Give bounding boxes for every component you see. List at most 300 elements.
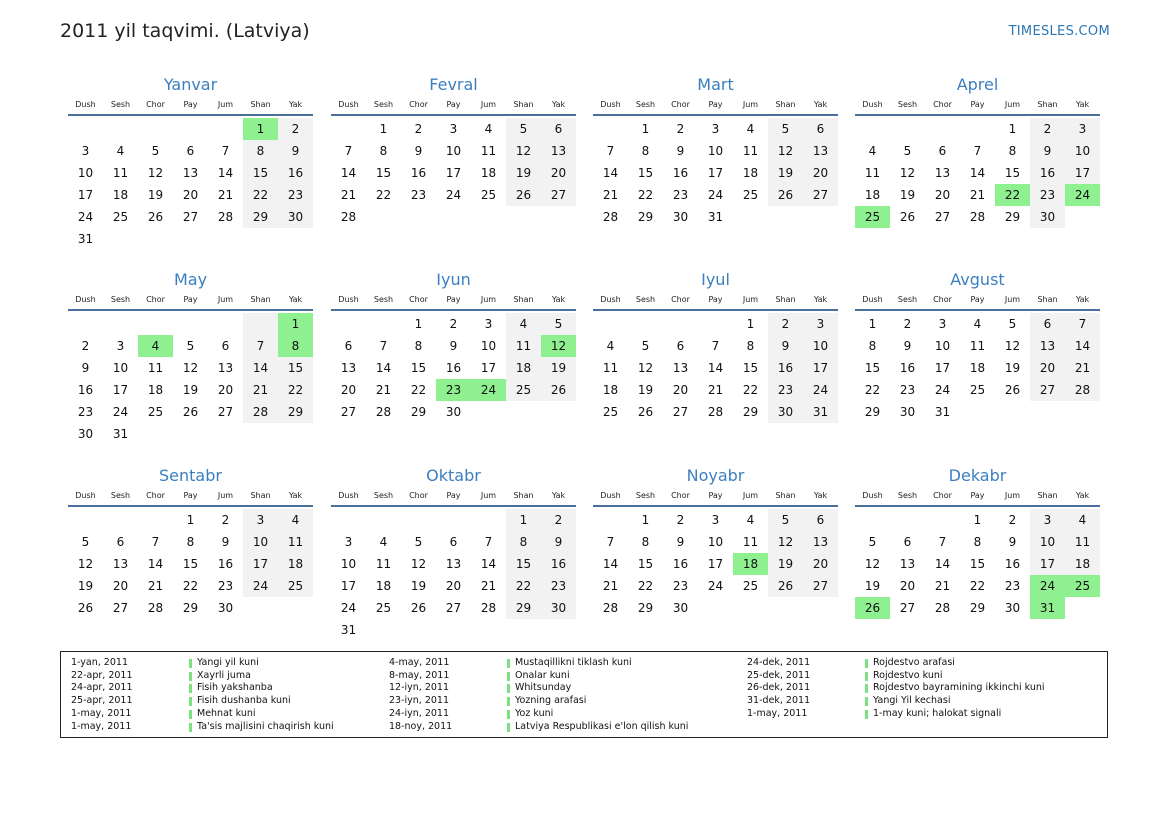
day-cell: 21	[217, 188, 234, 202]
day-cell: 3	[81, 144, 90, 158]
day-cell: 25	[1065, 575, 1100, 597]
header-divider	[855, 505, 1100, 507]
header-divider	[855, 309, 1100, 311]
month-name: May	[173, 270, 208, 289]
empty-cell	[278, 423, 313, 445]
day-cell: 22	[637, 188, 654, 202]
day-cell: 10	[77, 166, 94, 180]
day-cell: 8	[379, 144, 388, 158]
weekday-label: Pay	[970, 295, 985, 304]
day-cell: 9	[676, 535, 685, 549]
holiday-column	[389, 657, 688, 733]
day-cell: 9	[81, 361, 90, 375]
day-cell: 22	[243, 184, 278, 206]
day-cell: 7	[221, 144, 230, 158]
day-cell: 13	[899, 557, 916, 571]
day-cell: 15	[637, 166, 654, 180]
day-cell: 3	[1030, 509, 1065, 531]
empty-cell	[733, 597, 768, 619]
holiday-name: Whitsunday	[515, 682, 572, 694]
day-cell: 13	[445, 557, 462, 571]
header-divider	[331, 114, 576, 116]
weekday-label: Dush	[600, 295, 621, 304]
day-cell: 26	[1004, 383, 1021, 397]
day-cell: 18	[506, 357, 541, 379]
day-cell: 20	[899, 579, 916, 593]
day-cell: 9	[768, 335, 803, 357]
day-cell: 25	[375, 601, 392, 615]
empty-cell	[803, 206, 838, 228]
month-iyul	[593, 269, 838, 423]
weekday-label: Pay	[708, 100, 723, 109]
weekday-label: Dush	[600, 491, 621, 500]
header-divider	[68, 309, 313, 311]
empty-cell	[436, 206, 471, 228]
weekday-header	[331, 98, 576, 112]
day-cell: 24	[1065, 184, 1100, 206]
day-cell: 5	[1008, 317, 1017, 331]
day-cell: 27	[803, 575, 838, 597]
day-cell: 16	[768, 357, 803, 379]
day-cell: 23	[672, 188, 689, 202]
holiday-date: 24-iyn, 2011	[389, 707, 450, 719]
day-cell: 1	[641, 513, 650, 527]
weekday-label: Jum	[1004, 100, 1021, 109]
empty-cell	[733, 206, 768, 228]
month-aprel	[855, 74, 1100, 228]
day-cell: 30	[672, 210, 689, 224]
day-cell: 8	[414, 339, 423, 353]
day-cell: 16	[1030, 162, 1065, 184]
day-cell: 19	[864, 579, 881, 593]
day-cell: 5	[81, 535, 90, 549]
day-cell: 24	[934, 383, 951, 397]
holiday-date: 4-may, 2011	[389, 657, 450, 668]
day-cell: 9	[1030, 140, 1065, 162]
weekday-header	[68, 489, 313, 503]
day-cell: 26	[410, 601, 427, 615]
day-cell: 7	[938, 535, 947, 549]
header-divider	[331, 309, 576, 311]
day-cell: 17	[243, 553, 278, 575]
weekday-label: Chor	[671, 295, 690, 304]
holiday-date: 24-dek, 2011	[747, 657, 811, 668]
day-cell: 13	[340, 361, 357, 375]
weekday-label: Chor	[671, 100, 690, 109]
day-cell: 17	[1065, 162, 1100, 184]
day-cell: 15	[243, 162, 278, 184]
day-cell: 30	[899, 405, 916, 419]
weekday-label: Chor	[409, 100, 428, 109]
day-cell: 23	[278, 184, 313, 206]
day-cell: 17	[445, 166, 462, 180]
day-cell: 23	[217, 579, 234, 593]
empty-cell	[331, 118, 366, 140]
day-cell: 11	[147, 361, 164, 375]
site-link[interactable]: TIMESLES.COM	[1008, 24, 1110, 39]
day-grid	[593, 509, 838, 619]
holiday-marker	[507, 723, 510, 732]
holiday-date: 24-apr, 2011	[71, 682, 133, 694]
weekday-label: Shan	[250, 491, 271, 500]
day-cell: 2	[768, 313, 803, 335]
weekday-label: Pay	[970, 100, 985, 109]
day-cell: 22	[182, 579, 199, 593]
day-cell: 12	[637, 361, 654, 375]
weekday-label: Jum	[217, 491, 234, 500]
weekday-label: Shan	[513, 100, 534, 109]
day-cell: 3	[711, 513, 720, 527]
day-cell: 2	[81, 339, 90, 353]
day-cell: 17	[803, 357, 838, 379]
day-cell: 14	[243, 357, 278, 379]
holiday-row	[71, 708, 334, 721]
day-cell: 15	[742, 361, 759, 375]
weekday-label: Sesh	[110, 491, 131, 500]
day-cell: 15	[410, 361, 427, 375]
empty-cell	[960, 118, 995, 140]
day-cell: 31	[77, 232, 94, 246]
empty-cell	[243, 313, 278, 335]
day-cell: 2	[1030, 118, 1065, 140]
day-cell: 29	[243, 206, 278, 228]
holiday-date: 25-apr, 2011	[71, 695, 133, 707]
holiday-row	[747, 695, 1045, 708]
day-cell: 13	[182, 166, 199, 180]
day-cell: 20	[1030, 357, 1065, 379]
holiday-row	[71, 721, 334, 734]
day-cell: 19	[637, 383, 654, 397]
day-cell: 7	[151, 535, 160, 549]
day-cell: 19	[182, 383, 199, 397]
day-cell: 18	[112, 188, 129, 202]
day-cell: 25	[147, 405, 164, 419]
day-cell: 5	[186, 339, 195, 353]
holiday-name: Fisih yakshanba	[197, 682, 273, 694]
day-cell: 23	[77, 405, 94, 419]
day-cell: 19	[147, 188, 164, 202]
day-cell: 2	[414, 122, 423, 136]
weekday-label: Pay	[446, 491, 461, 500]
month-name: Yanvar	[163, 75, 218, 94]
month-name: Aprel	[956, 75, 999, 94]
day-cell: 10	[480, 339, 497, 353]
day-cell: 18	[147, 383, 164, 397]
empty-cell	[436, 509, 471, 531]
holiday-row	[747, 682, 1045, 695]
day-cell: 25	[969, 383, 986, 397]
day-cell: 9	[1008, 535, 1017, 549]
day-cell: 14	[707, 361, 724, 375]
day-cell: 27	[445, 601, 462, 615]
day-cell: 18	[733, 553, 768, 575]
day-cell: 14	[602, 557, 619, 571]
month-name: Mart	[697, 75, 734, 94]
day-cell: 16	[77, 383, 94, 397]
day-cell: 4	[506, 313, 541, 335]
empty-cell	[278, 228, 313, 250]
empty-cell	[243, 423, 278, 445]
holiday-marker	[189, 710, 192, 719]
weekday-label: Sesh	[897, 100, 918, 109]
empty-cell	[208, 228, 243, 250]
day-cell: 11	[506, 335, 541, 357]
day-cell: 26	[637, 405, 654, 419]
day-cell: 8	[506, 531, 541, 553]
weekday-label: Jum	[742, 295, 759, 304]
empty-cell	[103, 509, 138, 531]
day-cell: 2	[541, 509, 576, 531]
weekday-label: Shan	[1037, 491, 1058, 500]
empty-cell	[366, 509, 401, 531]
empty-cell	[401, 206, 436, 228]
day-cell: 12	[864, 557, 881, 571]
weekday-label: Shan	[250, 295, 271, 304]
day-cell: 18	[480, 166, 497, 180]
empty-cell	[768, 206, 803, 228]
day-cell: 23	[768, 379, 803, 401]
day-cell: 12	[506, 140, 541, 162]
holiday-marker	[865, 697, 868, 706]
day-cell: 6	[449, 535, 458, 549]
day-cell: 27	[672, 405, 689, 419]
day-cell: 13	[934, 166, 951, 180]
empty-cell	[103, 118, 138, 140]
day-cell: 1	[746, 317, 755, 331]
day-cell: 7	[344, 144, 353, 158]
empty-cell	[173, 423, 208, 445]
weekday-label: Dush	[862, 100, 883, 109]
day-cell: 14	[969, 166, 986, 180]
day-cell: 16	[217, 557, 234, 571]
day-cell: 10	[707, 535, 724, 549]
day-cell: 21	[969, 188, 986, 202]
weekday-header	[593, 489, 838, 503]
day-cell: 22	[864, 383, 881, 397]
day-cell: 16	[410, 166, 427, 180]
day-cell: 30	[1004, 601, 1021, 615]
empty-cell	[471, 206, 506, 228]
weekday-label: Shan	[775, 100, 796, 109]
day-cell: 16	[445, 361, 462, 375]
day-cell: 17	[934, 361, 951, 375]
empty-cell	[890, 509, 925, 531]
day-cell: 26	[77, 601, 94, 615]
day-cell: 21	[602, 579, 619, 593]
day-cell: 21	[480, 579, 497, 593]
empty-cell	[995, 401, 1030, 423]
holiday-marker	[507, 697, 510, 706]
day-cell: 1	[506, 509, 541, 531]
day-cell: 19	[410, 579, 427, 593]
day-grid	[68, 509, 313, 619]
day-cell: 14	[217, 166, 234, 180]
empty-cell	[366, 619, 401, 641]
day-cell: 7	[711, 339, 720, 353]
day-cell: 19	[768, 162, 803, 184]
weekday-label: Jum	[480, 491, 497, 500]
day-cell: 22	[969, 579, 986, 593]
weekday-label: Shan	[1037, 100, 1058, 109]
day-cell: 17	[1030, 553, 1065, 575]
empty-cell	[541, 206, 576, 228]
day-cell: 9	[676, 144, 685, 158]
day-cell: 16	[541, 553, 576, 575]
day-cell: 5	[641, 339, 650, 353]
holiday-column	[747, 657, 1045, 721]
weekday-label: Sesh	[635, 295, 656, 304]
weekday-label: Yak	[813, 491, 828, 500]
day-cell: 8	[186, 535, 195, 549]
holiday-name: Xayrli juma	[197, 669, 251, 681]
day-cell: 10	[243, 531, 278, 553]
day-cell: 15	[375, 166, 392, 180]
day-cell: 8	[973, 535, 982, 549]
day-cell: 11	[602, 361, 619, 375]
day-cell: 6	[1030, 313, 1065, 335]
empty-cell	[138, 118, 173, 140]
day-cell: 10	[340, 557, 357, 571]
weekday-label: Chor	[409, 491, 428, 500]
weekday-header	[68, 98, 313, 112]
weekday-label: Sesh	[635, 491, 656, 500]
month-name: Oktabr	[426, 466, 481, 485]
month-mart	[593, 74, 838, 228]
day-cell: 26	[768, 184, 803, 206]
weekday-label: Pay	[708, 295, 723, 304]
empty-cell	[138, 509, 173, 531]
day-cell: 14	[375, 361, 392, 375]
day-cell: 22	[506, 575, 541, 597]
day-cell: 5	[868, 535, 877, 549]
day-cell: 28	[707, 405, 724, 419]
day-cell: 20	[445, 579, 462, 593]
day-cell: 11	[480, 144, 497, 158]
weekday-label: Jum	[1004, 295, 1021, 304]
holiday-name: Yozning arafasi	[515, 695, 587, 707]
day-cell: 23	[1030, 184, 1065, 206]
empty-cell	[103, 228, 138, 250]
day-cell: 20	[803, 553, 838, 575]
empty-cell	[541, 401, 576, 423]
day-cell: 27	[541, 184, 576, 206]
empty-cell	[855, 509, 890, 531]
month-may	[68, 269, 313, 445]
weekday-label: Jum	[742, 491, 759, 500]
holiday-row	[389, 721, 688, 734]
day-cell: 6	[116, 535, 125, 549]
day-cell: 6	[676, 339, 685, 353]
holiday-row	[71, 695, 334, 708]
weekday-label: Yak	[551, 295, 566, 304]
weekday-label: Dush	[862, 295, 883, 304]
empty-cell	[506, 619, 541, 641]
day-cell: 1	[243, 118, 278, 140]
day-cell: 26	[182, 405, 199, 419]
empty-cell	[278, 597, 313, 619]
header-divider	[593, 114, 838, 116]
day-cell: 28	[969, 210, 986, 224]
day-cell: 27	[803, 184, 838, 206]
day-cell: 17	[707, 557, 724, 571]
empty-cell	[331, 313, 366, 335]
day-cell: 2	[676, 513, 685, 527]
day-cell: 25	[602, 405, 619, 419]
weekday-label: Chor	[933, 100, 952, 109]
weekday-label: Shan	[775, 295, 796, 304]
day-cell: 8	[1008, 144, 1017, 158]
day-cell: 18	[864, 188, 881, 202]
day-cell: 4	[606, 339, 615, 353]
empty-cell	[960, 401, 995, 423]
empty-cell	[173, 228, 208, 250]
day-cell: 4	[116, 144, 125, 158]
holiday-row	[71, 657, 334, 670]
empty-cell	[138, 423, 173, 445]
weekday-header	[855, 293, 1100, 307]
day-cell: 16	[899, 361, 916, 375]
day-cell: 7	[379, 339, 388, 353]
day-cell: 8	[868, 339, 877, 353]
holiday-date: 26-dek, 2011	[747, 682, 811, 694]
empty-cell	[243, 597, 278, 619]
month-avgust	[855, 269, 1100, 423]
weekday-label: Sesh	[110, 295, 131, 304]
empty-cell	[890, 118, 925, 140]
empty-cell	[68, 313, 103, 335]
day-cell: 23	[541, 575, 576, 597]
day-grid	[331, 118, 576, 228]
day-cell: 26	[768, 575, 803, 597]
weekday-label: Dush	[75, 295, 96, 304]
weekday-label: Chor	[933, 491, 952, 500]
day-cell: 25	[742, 579, 759, 593]
weekday-label: Pay	[708, 491, 723, 500]
header-divider	[331, 505, 576, 507]
weekday-label: Sesh	[897, 295, 918, 304]
day-cell: 21	[340, 188, 357, 202]
weekday-label: Dush	[338, 295, 359, 304]
day-cell: 20	[803, 162, 838, 184]
day-cell: 20	[182, 188, 199, 202]
empty-cell	[803, 597, 838, 619]
day-cell: 15	[1004, 166, 1021, 180]
holiday-marker	[507, 672, 510, 681]
day-cell: 25	[855, 206, 890, 228]
day-cell: 5	[768, 509, 803, 531]
day-cell: 5	[768, 118, 803, 140]
day-cell: 12	[1004, 339, 1021, 353]
day-cell: 30	[217, 601, 234, 615]
holiday-name: Yangi Yil kechasi	[873, 695, 951, 707]
weekday-label: Chor	[671, 491, 690, 500]
day-cell: 19	[899, 188, 916, 202]
weekday-label: Sesh	[897, 491, 918, 500]
day-cell: 29	[742, 405, 759, 419]
weekday-label: Yak	[551, 100, 566, 109]
day-cell: 5	[506, 118, 541, 140]
day-cell: 11	[742, 535, 759, 549]
day-cell: 28	[1065, 379, 1100, 401]
weekday-label: Pay	[183, 295, 198, 304]
weekday-label: Shan	[513, 491, 534, 500]
day-cell: 20	[672, 383, 689, 397]
day-cell: 30	[278, 206, 313, 228]
day-cell: 11	[278, 531, 313, 553]
holiday-name: Rojdestvo arafasi	[873, 657, 955, 668]
day-cell: 23	[1004, 579, 1021, 593]
day-cell: 12	[77, 557, 94, 571]
